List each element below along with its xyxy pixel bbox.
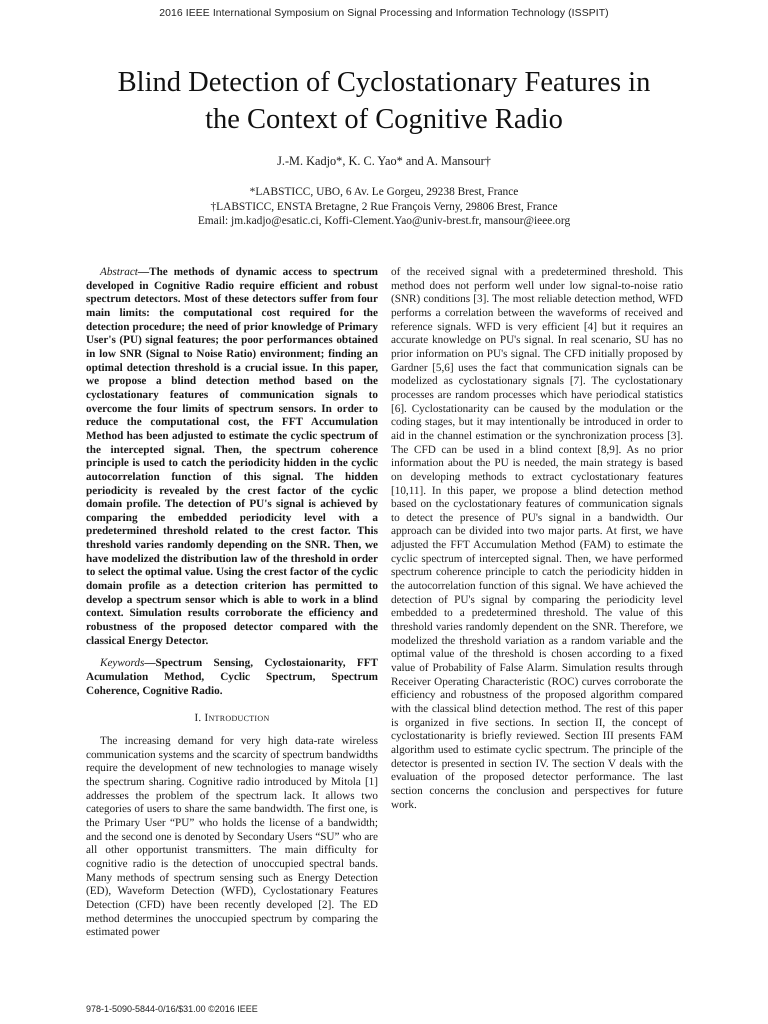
abstract-label: Abstract [100,266,138,278]
right-column [391,266,683,812]
title-line-1: Blind Detection of Cyclostationary Features in [117,67,651,98]
section-number: I. [194,712,202,725]
affiliation-2: †LABSTICC, ENSTA Bretagne, 2 Rue François Verny, 29806 Brest, France [210,200,558,213]
affiliation-1: *LABSTICC, UBO, 6 Av. Le Gorgeu, 29238 Brest, France [249,186,519,198]
email-line: Email: jm.kadjo@esatic.ci, Koffi-Clement.Yao@univ-brest.fr, mansour@ieee.org [197,215,571,228]
title-block [40,64,728,229]
intro-paragraph-left: The increasing demand for very high data-rate wireless communication systems and the scarcity of spectrum bandwidths require the development of new technologies to manage wisely the spectrum sharing. Cognitive radio introduced by Mitola [1] addresses the problem of the spectrum lack. It allows two categories of users to share the same bandwidth. The first one, is the Primary User “PU” who holds the license of a bandwidth; and the second one is denoted by Secondary Users “SU” who are all other opportunist transmitters. The main difficulty for cognitive radio is the detection of unoccupied spectral bands. Many methods of spectrum sensing such as Energy Detection (ED), Waveform Detection (WFD), Cyclostationary Features Detection (CFD) have been recently developed [2]. The ED method determines the unoccupied spectrum by comparing the estimated power [86,735,378,939]
abstract-text: —The methods of dynamic access to spectrum developed in Cognitive Radio require efficient and robust spectrum detectors. Most of these detectors suffer from four main limits: the computational cost required for the detection procedure; the need of prior knowledge of Primary User's (PU) signal features; the poor performances obtained in low SNR (Signal to Noise Ratio) environment; finding an optimal detection threshold is a crucial issue. In this paper, we propose a blind detection method based on the cyclostationary features of communication signals to overcome the four limits of spectrum sensors. In order to reduce the computational cost, the FFT Accumulation Method has been adjusted to estimate the cyclic spectrum of the intercepted signal. Then, the spectrum coherence principle is used to catch the periodicity hidden in the cyclic autocorrelation function of this signal. The hidden periodicity is revealed by the crest factor of the cyclic domain profile. The detection of PU's signal is achieved by comparing the embedded periodicity level with a predetermined threshold related to the crest factor. This threshold varies randomly depending on the SNR. Then, we have modelized the distribution law of the threshold in order to select the optimal value. Using the crest factor of the cyclic domain profile as a detection criterion has permitted to develop a spectrum sensor which is able to work in a blind context. Simulation results corroborate the efficiency and robustness of the proposed detector compared with the classical Energy Detector. [86,266,378,647]
section-title: Introduction [204,712,270,725]
copyright-footer: 978-1-5090-5844-0/16/$31.00 ©2016 IEEE [86,1004,258,1014]
intro-paragraph-right: of the received signal with a predetermined threshold. This method does not perform well under low signal-to-noise ratio (SNR) conditions [3]. The most reliable detection method, WFD performs a correlation between the waveforms of received and reference signals. WFD is very efficient [4] but it requires an accurate knowledge on PU's signal. In real scenario, SU has no prior information on PU's signal. The CFD initially proposed by Gardner [5,6] uses the fact that communication signals can be modelized as cyclostationary signals [7]. The cyclostationary processes are random processes which have periodical statistics [6]. Cyclostationarity can be caused by the modulation or the coding stages, but it may intentionally be introduced in order to aid in the channel estimation or the synchronization process [3]. The CFD can be used in a blind context [8,9]. As no prior information about the PU is needed, the main strategy is based on developing methods to extract cyclostationary features [10,11]. In this paper, we propose a blind detection method based on the cyclostationary features of communication signals to detect the presence of PU's signal in a bandwidth. Our approach can be divided into two major parts. At first, we have adjusted the FFT Accumulation Method (FAM) to estimate the cyclic spectrum of intercepted signal. Then, we have performed spectrum coherence principle to catch the periodicity hidden in the autocorrelation function of this signal. We have achieved the detection of PU's signal by comparing the periodicity level embedded to a predetermined threshold. The value of this threshold varies randomly dependent on the SNR. Therefore, we modelized the threshold variation as a random variable and the optimal value of the threshold is chosen according to a fixed value of Probability of False Alarm. Simulation results through Receiver Operating Characteristic (ROC) curves corroborate the efficiency and robustness of the proposed algorithm compared with the classical blind detection method. The rest of this paper is organized in five sections. In section II, the concept of cyclostationarity is briefly reviewed. Section III presents FAM algorithm used to estimate cyclic spectrum. The principle of the detector is presented in section IV. The section V deals with the evaluation of the proposed detector performance. The last section concerns the conclusion and perspectives for future work. [391,266,683,811]
conference-header: 2016 IEEE International Symposium on Signal Processing and Information Technology (ISSPIT) [159,8,609,19]
keywords [86,657,378,698]
keywords-label: Keywords [100,657,145,670]
title-line-2: the Context of Cognitive Radio [205,104,563,135]
section-heading-introduction [86,712,378,726]
paper-title [40,64,728,138]
affiliations [40,185,728,229]
authors: J.-M. Kadjo*, K. C. Yao* and A. Mansour† [277,154,491,168]
left-column [86,266,378,940]
abstract [86,266,378,648]
keywords-text: —Spectrum Sensing, Cyclostaionarity, FFT Acumulation Method, Cyclic Spectrum, Spectrum Coherence, Cognitive Radio. [86,657,378,697]
